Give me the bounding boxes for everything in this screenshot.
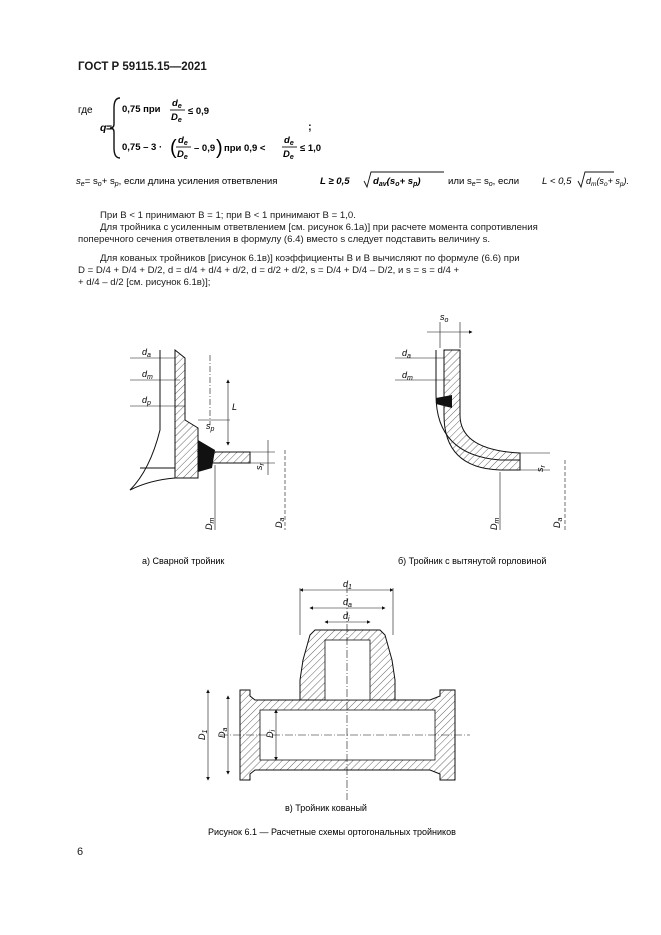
svg-text:se= so+ sp, если длина усилени: $s_e= s_o+ s_p$, если длина усиления ответвления	[76, 176, 278, 188]
figure-caption: Рисунок 6.1 — Расчетные схемы ортогональных тройников	[208, 827, 456, 837]
svg-text:De: $D_e$	[171, 112, 182, 124]
case2-value: 0,75 – 3 ·	[122, 142, 163, 153]
diagram-extruded-tee	[395, 312, 565, 530]
svg-text:de: $d_e$	[172, 98, 182, 110]
svg-text:De: $D_e$	[177, 149, 188, 161]
formula-q	[70, 90, 330, 165]
paragraph-reinforced-line1: Для тройника с усиленным ответвлением [см. рисунок 6.1а)] при расчете момента сопротивления	[100, 222, 538, 233]
paragraph-forged-line1: Для кованых тройников [рисунок 6.1в)] коэффициенты B и B вычисляют по формуле (6.6) при	[100, 253, 520, 264]
svg-text:dm(so+ sp).: $d_m(s_o+ s_p)$.	[586, 176, 629, 188]
q-symbol: q	[100, 122, 107, 134]
svg-text:da: $d_a$	[343, 597, 352, 609]
paragraph-forged-line2: D = D/4 + D/4 + D/2, d = d/4 + d/4 + d/2, d = d/2 + d/2, s = D/4 + D/4 – D/2, и s = s = d/4 +	[78, 265, 460, 276]
svg-text:De: $D_e$	[283, 149, 294, 161]
caption-forged: в) Тройник кованый	[285, 803, 367, 813]
document-header: ГОСТ Р 59115.15—2021	[78, 61, 207, 73]
svg-text:L: L	[232, 402, 238, 412]
caption-extruded: б) Тройник с вытянутой горловиной	[398, 556, 547, 566]
svg-text:dm: $d_m$	[402, 370, 413, 382]
svg-text:Dm: $D_m$	[489, 517, 501, 530]
case1-condition: ≤ 0,9	[188, 106, 210, 117]
svg-text:da: $d_a$	[402, 348, 411, 360]
caption-welded: а) Сварной тройник	[142, 556, 225, 566]
formula-end: ;	[308, 121, 312, 133]
page-number: 6	[77, 846, 84, 858]
paragraph-forged-line3: + d/4 – d/2 [см. рисунок 6.1в)];	[78, 277, 211, 288]
svg-text:– 0,9: – 0,9	[194, 143, 216, 154]
svg-text:de: $d_e$	[178, 135, 188, 147]
svg-text:Di: $D_i$	[265, 729, 277, 738]
svg-text:Dm: $D_m$	[204, 517, 216, 530]
svg-text:so: $s_o$	[440, 312, 449, 324]
svg-text:=: =	[106, 122, 113, 134]
svg-text:(: (	[170, 137, 177, 159]
svg-text:Da: $D_a$	[552, 517, 564, 528]
svg-text:или se= so, если: или $s_e= s_o$, если	[448, 176, 520, 188]
case2-condition-suffix: ≤ 1,0	[300, 143, 322, 154]
formula-brace	[110, 98, 120, 158]
paragraph-b-limits: При B < 1 принимают B = 1; при B < 1 принимают B = 1,0.	[100, 210, 356, 221]
diagram-forged-tee	[197, 579, 470, 800]
where-label: где	[78, 105, 93, 116]
svg-text:L ≥ 0,5: L ≥ 0,5	[320, 176, 350, 187]
svg-text:Da: $D_a$	[274, 517, 286, 528]
svg-text:L < 0,5: L < 0,5	[542, 176, 572, 187]
svg-text:D1: $D_1$	[197, 729, 209, 740]
svg-text:d1: $d_1$	[343, 579, 352, 591]
svg-text:di: $d_i$	[343, 611, 350, 623]
paragraph-reinforced-line2: поперечного сечения ответвления в формулу (6.4) вместо s следует подставить величину s.	[78, 234, 491, 245]
svg-text:dav(so+ sp): $d_{av}(s_o+ s_p)$	[373, 176, 421, 188]
svg-text:da: $d_a$	[142, 347, 151, 359]
formula-se	[74, 168, 629, 194]
svg-text:dm: $d_m$	[142, 369, 153, 381]
svg-text:sr: $s_r$	[535, 465, 547, 472]
svg-text:): )	[216, 137, 223, 159]
svg-text:dp: $d_p$	[142, 395, 151, 407]
svg-text:de: $d_e$	[284, 135, 294, 147]
figure-6-1	[0, 300, 661, 840]
svg-text:sr: $s_r$	[254, 463, 266, 470]
svg-text:sp: $s_p$	[206, 421, 215, 433]
svg-text:Da: $D_a$	[217, 727, 229, 738]
case2-condition-prefix: при 0,9 <	[224, 143, 266, 154]
case1-value: 0,75 при	[122, 104, 161, 115]
diagram-welded-tee	[130, 347, 286, 530]
